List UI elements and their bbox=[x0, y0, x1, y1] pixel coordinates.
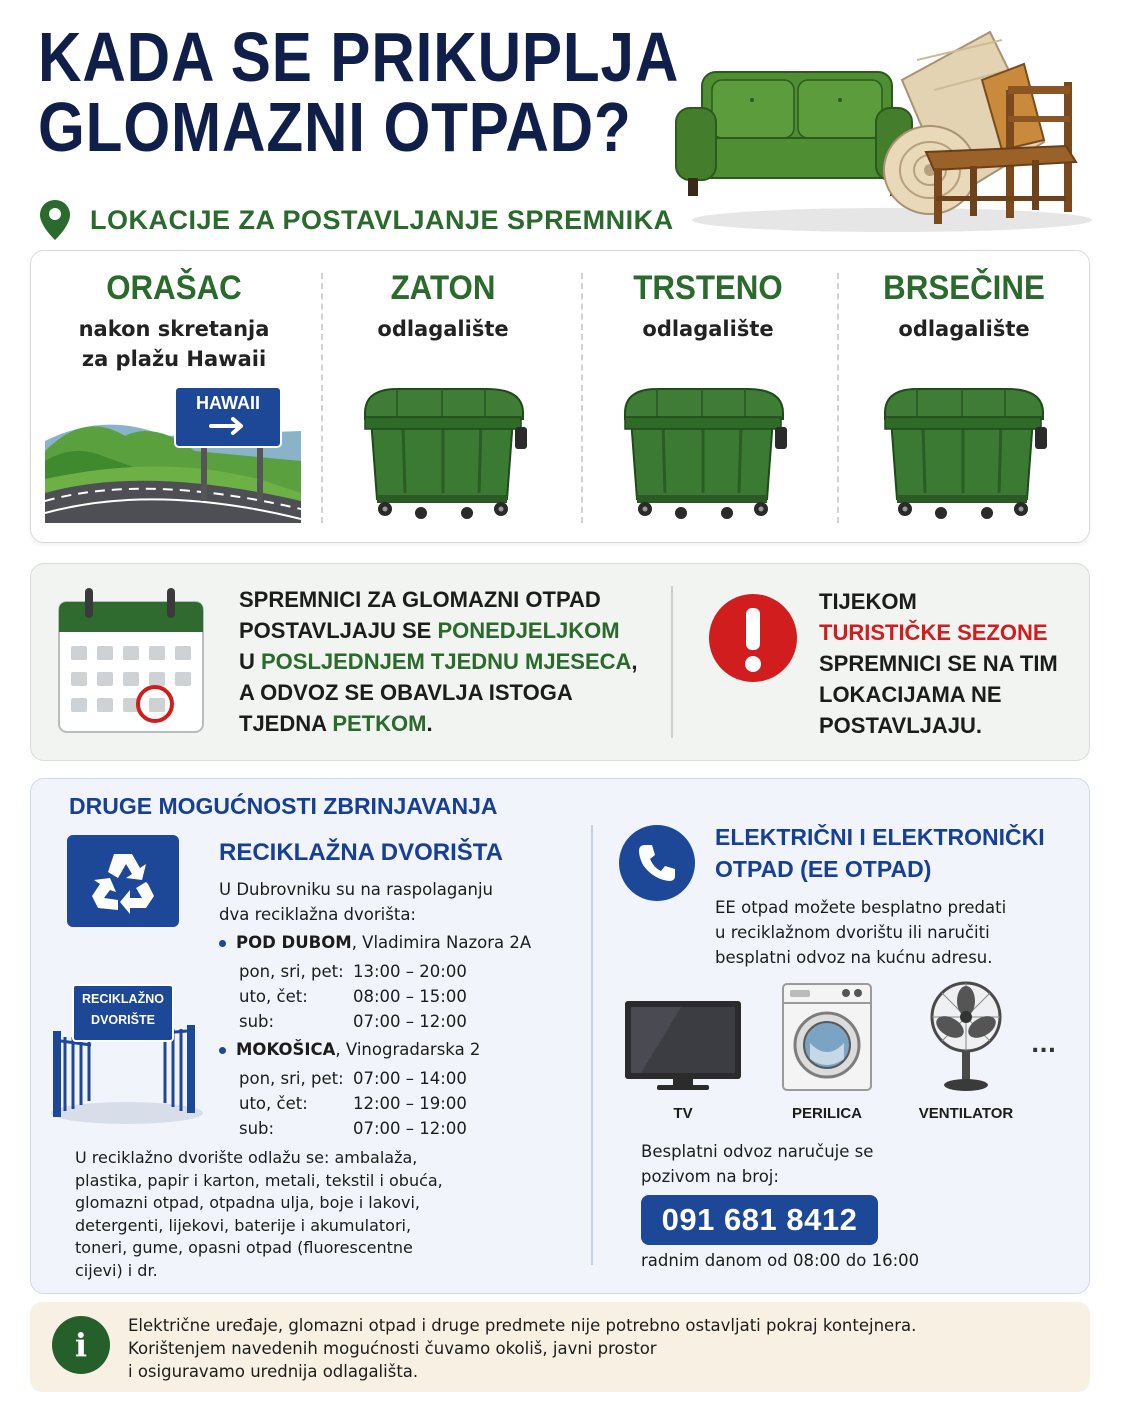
info-icon: i bbox=[52, 1316, 110, 1374]
location-brsecine bbox=[849, 269, 1079, 344]
location-name: BRSEČINE bbox=[883, 269, 1045, 307]
season-highlight: TURISTIČKE SEZONE bbox=[819, 620, 1048, 645]
accepted-waste-line: plastika, papir i karton, metali, tekstil i obuća, bbox=[75, 1170, 443, 1190]
accepted-waste-line: detergenti, lijekovi, baterije i akumulatori, bbox=[75, 1215, 412, 1235]
hours-days: sub: bbox=[239, 1119, 275, 1138]
locations-panel bbox=[30, 250, 1090, 543]
hours-time: 07:00 – 12:00 bbox=[353, 1012, 467, 1031]
accepted-waste-text bbox=[75, 1147, 475, 1282]
schedule-highlight: POSLJEDNJEM TJEDNU MJESECA bbox=[261, 649, 632, 674]
hours-time: 13:00 – 20:00 bbox=[353, 962, 467, 981]
location-trsteno bbox=[593, 269, 823, 344]
device-tv bbox=[621, 981, 745, 1122]
schedule-text-part: U bbox=[239, 649, 261, 674]
phone-number-button[interactable]: 091 681 8412 bbox=[641, 1195, 878, 1245]
location-desc-line: za plažu Hawaii bbox=[81, 347, 267, 371]
info-line: Korištenjem navedenih mogućnosti čuvamo okoliš, javni prostor bbox=[128, 1339, 657, 1358]
hours-days: pon, sri, pet: bbox=[239, 962, 344, 981]
bullet-icon bbox=[219, 1047, 226, 1054]
yard-address: , Vinogradarska 2 bbox=[335, 1040, 481, 1059]
divider bbox=[837, 273, 839, 523]
location-zaton bbox=[331, 269, 555, 344]
hours-row bbox=[239, 1009, 467, 1034]
waste-container-icon bbox=[877, 383, 1047, 523]
opening-hours-table bbox=[239, 959, 467, 1034]
pickup-call-text bbox=[641, 1139, 921, 1189]
season-line: TIJEKOM bbox=[819, 589, 917, 614]
recycling-yard bbox=[221, 931, 581, 1034]
yard-header bbox=[221, 1038, 581, 1062]
divider bbox=[321, 273, 323, 523]
schedule-text-part: . bbox=[426, 711, 433, 736]
hours-row bbox=[239, 1116, 467, 1141]
gate-sign-line: RECIKLAŽNO bbox=[82, 992, 164, 1006]
yard-name: MOKOŠICA bbox=[236, 1040, 336, 1059]
gate-sign-text bbox=[73, 989, 173, 1031]
recycling-yards-title: RECIKLAŽNA DVORIŠTA bbox=[219, 839, 503, 866]
pickup-hours: radnim danom od 08:00 do 16:00 bbox=[641, 1251, 920, 1270]
schedule-line: A ODVOZ SE OBAVLJA ISTOGA bbox=[239, 680, 573, 705]
hours-time: 08:00 – 15:00 bbox=[353, 987, 467, 1006]
accepted-waste-line: cijevi) i dr. bbox=[75, 1260, 158, 1280]
ee-waste-title bbox=[715, 821, 1055, 885]
call-line: pozivom na broj: bbox=[641, 1167, 779, 1186]
sofa-icon bbox=[676, 72, 912, 196]
yard-header bbox=[221, 931, 581, 955]
hours-time: 07:00 – 14:00 bbox=[353, 1069, 467, 1088]
washing-machine-icon bbox=[780, 981, 874, 1093]
season-line: POSTAVLJAJU. bbox=[819, 713, 982, 738]
location-desc-line: nakon skretanja bbox=[78, 317, 270, 341]
device-label: VENTILATOR bbox=[918, 1105, 1014, 1122]
location-desc: odlagalište bbox=[642, 317, 774, 341]
ee-title-line: ELEKTRIČNI I ELEKTRONIČKI bbox=[715, 824, 1045, 850]
schedule-panel bbox=[30, 563, 1090, 761]
season-line: LOKACIJAMA NE bbox=[819, 682, 1002, 707]
calendar-icon bbox=[55, 584, 207, 736]
season-line: SPREMNICI SE NA TIM bbox=[819, 651, 1058, 676]
device-label: TV bbox=[673, 1105, 693, 1122]
recycling-yards-intro bbox=[219, 877, 539, 927]
other-options-title: DRUGE MOGUĆNOSTI ZBRINJAVANJA bbox=[69, 793, 498, 819]
location-pin-icon bbox=[38, 198, 72, 242]
hours-days: uto, čet: bbox=[239, 1094, 308, 1113]
divider bbox=[581, 273, 583, 523]
bullet-icon bbox=[219, 940, 226, 947]
schedule-text-part: TJEDNA bbox=[239, 711, 333, 736]
ee-text-line: besplatni odvoz na kućnu adresu. bbox=[715, 948, 993, 967]
schedule-text bbox=[239, 584, 659, 739]
hours-row bbox=[239, 1066, 467, 1091]
tv-icon bbox=[621, 981, 745, 1093]
yard-name: POD DUBOM bbox=[236, 933, 352, 952]
location-desc: odlagalište bbox=[898, 317, 1030, 341]
hawaii-sign-text: HAWAII bbox=[195, 393, 260, 413]
ee-waste-text bbox=[715, 895, 1035, 970]
recycling-yard bbox=[221, 1038, 581, 1141]
recycle-symbol-icon bbox=[88, 848, 158, 914]
gate-sign-line: DVORIŠTE bbox=[91, 1013, 155, 1027]
location-name: ZATON bbox=[390, 269, 496, 307]
waste-container-icon bbox=[357, 383, 527, 523]
location-desc bbox=[59, 314, 289, 374]
location-name: ORAŠAC bbox=[106, 269, 242, 307]
location-name: TRSTENO bbox=[633, 269, 783, 307]
schedule-line bbox=[239, 708, 659, 739]
hours-row bbox=[239, 1091, 467, 1116]
intro-line: U Dubrovniku su na raspolaganju bbox=[219, 880, 493, 899]
hours-time: 07:00 – 12:00 bbox=[353, 1119, 467, 1138]
divider bbox=[591, 825, 593, 1265]
more-devices-ellipsis: ... bbox=[1031, 1033, 1057, 1058]
location-orasac bbox=[59, 269, 289, 374]
hours-days: sub: bbox=[239, 1012, 275, 1031]
fan-icon bbox=[926, 981, 1006, 1093]
ee-text-line: u reciklažnom dvorištu ili naručiti bbox=[715, 923, 990, 942]
other-options-panel bbox=[30, 778, 1090, 1294]
accepted-waste-line: glomazni otpad, otpadna ulja, boje i lakovi, bbox=[75, 1193, 421, 1212]
recycling-icon bbox=[67, 835, 179, 927]
phone-handset-icon bbox=[635, 841, 679, 885]
schedule-text-part: POSTAVLJAJU SE bbox=[239, 618, 438, 643]
device-fan bbox=[911, 981, 1021, 1122]
device-label: PERILICA bbox=[791, 1105, 862, 1122]
schedule-line bbox=[239, 646, 659, 677]
locations-heading-text: LOKACIJE ZA POSTAVLJANJE SPREMNIKA bbox=[90, 204, 674, 235]
ee-text-line: EE otpad možete besplatno predati bbox=[715, 898, 1007, 917]
page-title bbox=[38, 18, 680, 166]
location-desc: odlagalište bbox=[377, 317, 509, 341]
page-title-line-2: GLOMAZNI OTPAD? bbox=[38, 88, 632, 166]
call-line: Besplatni odvoz naručuje se bbox=[641, 1142, 874, 1161]
schedule-highlight: PETKOM bbox=[332, 711, 427, 736]
hours-row bbox=[239, 984, 467, 1009]
hours-time: 12:00 – 19:00 bbox=[353, 1094, 467, 1113]
bulky-waste-illustration bbox=[672, 20, 1092, 235]
info-text bbox=[128, 1314, 1078, 1383]
waste-container-icon bbox=[617, 383, 787, 523]
accepted-waste-line: U reciklažno dvorište odlažu se: ambalaža, bbox=[75, 1148, 418, 1167]
divider bbox=[671, 586, 673, 738]
hours-days: uto, čet: bbox=[239, 987, 308, 1006]
schedule-highlight: PONEDJELJKOM bbox=[437, 618, 620, 643]
info-line: i osiguravamo urednija odlagališta. bbox=[128, 1362, 419, 1381]
page-title-line-1: KADA SE PRIKUPLJA bbox=[38, 18, 680, 96]
schedule-line bbox=[239, 615, 659, 646]
ee-title-line: OTPAD (EE OTPAD) bbox=[715, 856, 932, 882]
season-notice bbox=[819, 586, 1079, 741]
intro-line: dva reciklažna dvorišta: bbox=[219, 905, 416, 924]
device-washing-machine bbox=[777, 981, 877, 1122]
phone-icon bbox=[619, 825, 695, 901]
info-line: Električne uređaje, glomazni otpad i druge predmete nije potrebno ostavljati pokraj kontejnera. bbox=[128, 1316, 917, 1335]
recycling-yard-list bbox=[221, 931, 581, 1145]
opening-hours-table bbox=[239, 1066, 467, 1141]
hours-row bbox=[239, 959, 467, 984]
locations-heading bbox=[38, 198, 674, 242]
schedule-text-part: , bbox=[631, 649, 638, 674]
schedule-line: SPREMNICI ZA GLOMAZNI OTPAD bbox=[239, 587, 601, 612]
accepted-waste-line: toneri, gume, opasni otpad (fluorescentne bbox=[75, 1238, 413, 1257]
exclamation-icon bbox=[707, 592, 799, 684]
info-panel bbox=[30, 1302, 1090, 1392]
yard-address: , Vladimira Nazora 2A bbox=[351, 933, 532, 952]
hours-days: pon, sri, pet: bbox=[239, 1069, 344, 1088]
